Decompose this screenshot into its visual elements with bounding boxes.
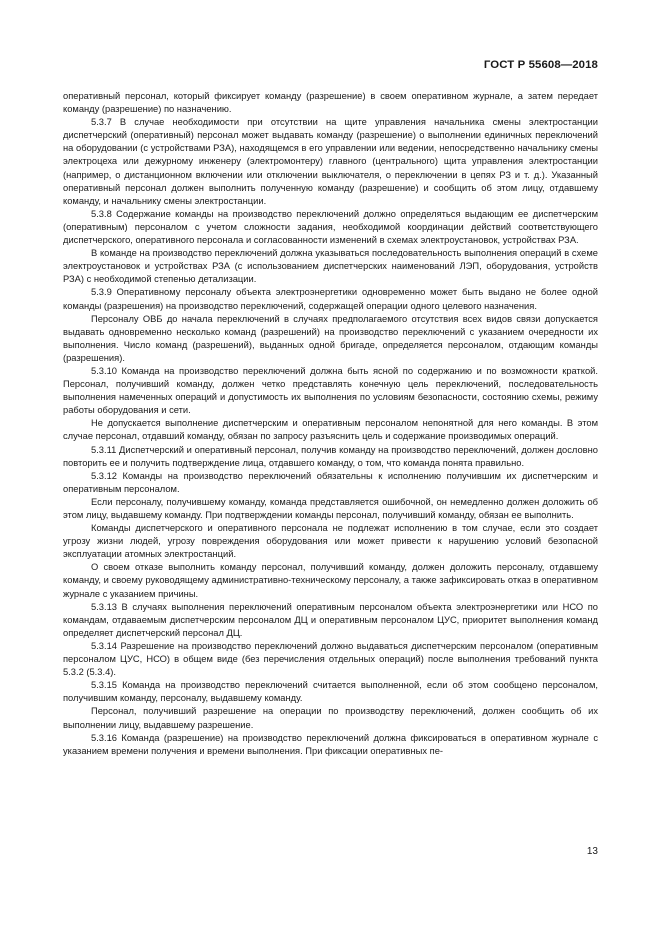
paragraph: Персоналу ОВБ до начала переключений в случаях предполагаемого отсутствия всех видов связи допускается выдавать одновременно несколько команд (разрешений) на производство переключений с указанием очередности их выполнения. Число команд (разрешений), выданных одной бригаде, определяется персоналом, отдающим команды (разрешения). <box>63 313 598 363</box>
paragraph: 5.3.13 В случаях выполнения переключений оперативным персоналом объекта электроэнергетики или НСО по командам, отдаваемым диспетчерским персоналом ДЦ и оперативным персоналом ЦУС, приоритет выполнения команд определяет диспетчерский персонал ДЦ. <box>63 601 598 638</box>
paragraph: 5.3.7 В случае необходимости при отсутствии на щите управления начальника смены электростанции диспетчерский (оперативный) персонал может выдавать команду (разрешение) о выполнении единичных переключений на оборудовании (с устройствами РЗА), находящемся в его управлении или ведении, непосредственно начальнику смены электроцеха или дежурному инженеру (электромонтеру) главного (центрального) щита управления электростанции (например, о дистанционном включении или отключении выключателя, о переключении в цепях РЗ и т. д.). Указанный оперативный персонал должен выполнить полученную команду (разрешение) и сообщить об этом лицу, отдавшему команду, и начальнику смены электростанции. <box>63 117 598 206</box>
document-body <box>63 90 598 758</box>
paragraph: 5.3.12 Команды на производство переключений обязательны к исполнению получившим их диспетчерским и оперативным персоналом. <box>63 470 598 494</box>
paragraph: оперативный персонал, который фиксирует команду (разрешение) в своем оперативном журнале, а затем передает команду (разрешение) по назначению. <box>63 91 598 115</box>
paragraph: 5.3.8 Содержание команды на производство переключений должно определяться выдающим ее диспетчерским (оперативным) персоналом с учетом сложности задания, необходимой координации действий соответствующего диспетчерского, оперативного персонала и согласованности изменений в схемах электроустановок, устройствах РЗА. <box>63 208 598 246</box>
page-number: 13 <box>586 846 598 857</box>
paragraph: 5.3.11 Диспетчерский и оперативный персонал, получив команду на производство переключений, должен дословно повторить ее и получить подтверждение лица, отдавшего команду, о том, что команда понята правильно. <box>63 444 598 468</box>
paragraph: Команды диспетчерского и оперативного персонала не подлежат исполнению в том случае, если это создает угрозу жизни людей, угрозу повреждения оборудования или может привести к нарушению условий безопасной эксплуатации атомных электростанций. <box>63 523 598 560</box>
paragraph: Если персоналу, получившему команду, команда представляется ошибочной, он немедленно должен доложить об этом лицу, выдавшему команду. При подтверждении команды персонал, получивший команду, обязан ее выполнить. <box>63 496 598 520</box>
paragraph: 5.3.14 Разрешение на производство переключений должно выдаваться диспетчерским персоналом (оперативным персоналом ЦУС, НСО) в общем виде (без перечисления отдельных операций) после выполнения требований пункта 5.3.2 (5.3.4). <box>63 640 598 678</box>
paragraph: 5.3.9 Оперативному персоналу объекта электроэнергетики одновременно может быть выдано не более одной команды (разрешения) на производство переключений, содержащей операции одного целевого назначения. <box>63 287 598 311</box>
paragraph: 5.3.10 Команда на производство переключений должна быть ясной по содержанию и по возможности краткой. Персонал, получивший команду, должен четко представлять конечную цель переключений, последовательность выполнения намеченных операций и допустимость их выполнения по условиям безопасности, состоянию схемы, режиму работы оборудования и сети. <box>63 365 598 416</box>
paragraph: 5.3.16 Команда (разрешение) на производство переключений должна фиксироваться в оперативном журнале с указанием времени получения и времени выполнения. При фиксации оперативных пе- <box>63 732 598 756</box>
paragraph: О своем отказе выполнить команду персонал, получивший команду, должен доложить персоналу, отдавшему команду, и своему руководящему административно-техническому персоналу, а также зафиксировать отказ в оперативном журнале с указанием причины. <box>63 562 598 599</box>
paragraph: В команде на производство переключений должна указываться последовательность выполнения операций в схеме электроустановок и устройствах РЗА (с использованием диспетчерских наименований ЛЭП, оборудования, устройств РЗА) с необходимой степенью детализации. <box>63 248 598 285</box>
paragraph: 5.3.15 Команда на производство переключений считается выполненной, если об этом сообщено персоналом, получившим команду, персоналу, выдавшему команду. <box>63 680 598 704</box>
paragraph: Персонал, получивший разрешение на операции по производству переключений, должен сообщить об их выполнении лицу, выдавшему разрешение. <box>63 706 598 730</box>
page-header: ГОСТ Р 55608—2018 <box>483 59 598 71</box>
paragraph: Не допускается выполнение диспетчерским и оперативным персоналом непонятной для него команды. В этом случае персонал, отдавший команду, обязан по запросу разъяснить цель и содержание производимых операций. <box>63 418 598 442</box>
